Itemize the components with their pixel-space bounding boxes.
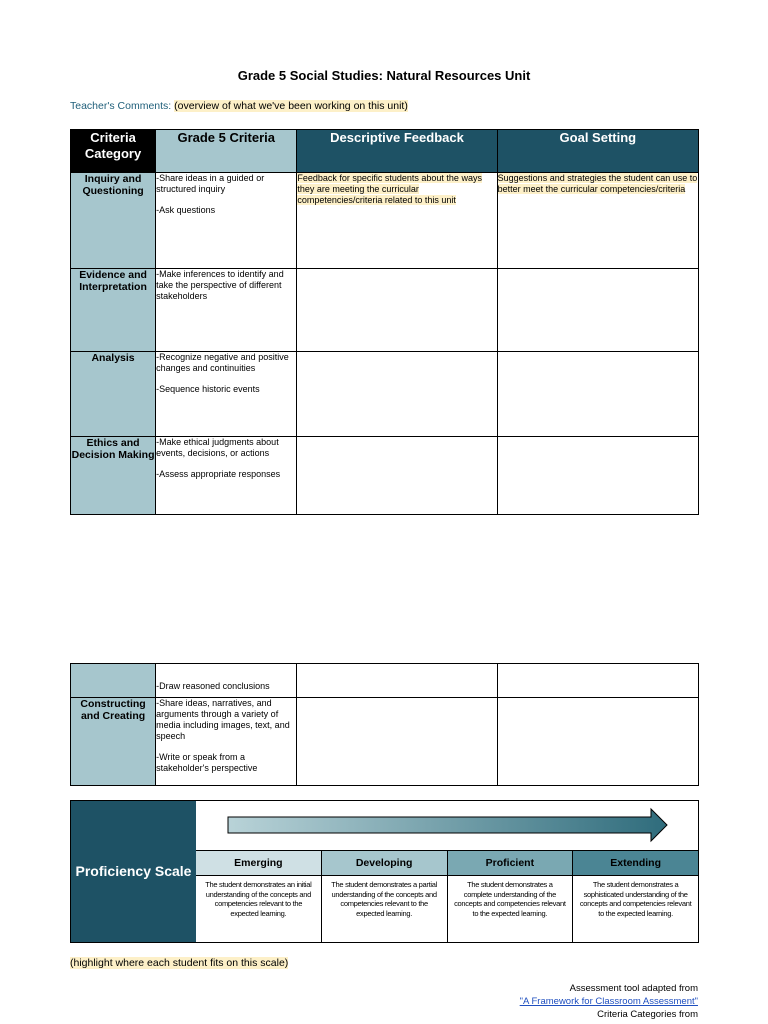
scale-label: Proficiency Scale [71, 801, 196, 942]
goal-cell[interactable] [497, 698, 698, 786]
feedback-hint: Feedback for specific students about the ways they are meeting the curricular competencies/criteria related to this unit [297, 173, 482, 205]
level-extending[interactable]: Extending [573, 851, 698, 875]
table-row [71, 173, 699, 269]
criteria-item: -Write or speak from a stakeholder's perspective [156, 752, 258, 773]
credit-line: Assessment tool adapted from [569, 983, 698, 994]
criteria-item: -Share ideas, narratives, and arguments through a variety of media including images, text, and speech [156, 698, 290, 741]
feedback-cell[interactable] [297, 269, 497, 352]
teacher-comments [70, 100, 408, 112]
criteria-cell [156, 352, 297, 437]
category-cell [71, 664, 156, 698]
highlight-note-text: (highlight where each student fits on this scale) [70, 957, 289, 969]
criteria-cell [156, 698, 297, 786]
criteria-item: -Sequence historic events [156, 384, 260, 394]
criteria-cell [156, 664, 297, 698]
table-row [71, 664, 699, 698]
goal-cell[interactable] [497, 664, 698, 698]
table-row [71, 352, 699, 437]
comments-label: Teacher's Comments: [70, 100, 172, 112]
category-cell: Analysis [71, 352, 156, 437]
category-cell: Inquiry and Questioning [71, 173, 156, 269]
level-description: The student demonstrates a partial understanding of the concepts and competencies relevant to the expected learning. [322, 876, 448, 942]
scale-descriptions [196, 876, 698, 942]
goal-hint: Suggestions and strategies the student can use to better meet the curricular competencies/criteria [497, 173, 698, 194]
table-row [71, 269, 699, 352]
level-description: The student demonstrates a complete understanding of the concepts and competencies relevant to the expected learning. [448, 876, 574, 942]
header-feedback: Descriptive Feedback [297, 130, 497, 173]
criteria-item: -Make ethical judgments about events, decisions, or actions [156, 437, 279, 458]
level-emerging[interactable]: Emerging [196, 851, 322, 875]
highlight-note [70, 957, 288, 969]
comments-placeholder[interactable]: (overview of what we've been working on this unit) [174, 100, 408, 112]
criteria-cell [156, 269, 297, 352]
goal-cell[interactable] [497, 173, 698, 269]
scale-levels [196, 851, 698, 876]
feedback-cell[interactable] [297, 352, 497, 437]
category-cell: Constructing and Creating [71, 698, 156, 786]
header-criteria: Grade 5 Criteria [156, 130, 297, 173]
header-row [71, 130, 699, 173]
feedback-cell[interactable] [297, 173, 497, 269]
goal-cell[interactable] [497, 352, 698, 437]
table-row [71, 698, 699, 786]
rubric-table-continued [70, 663, 699, 786]
proficiency-scale [70, 800, 699, 943]
table-row [71, 437, 699, 515]
goal-cell[interactable] [497, 269, 698, 352]
scale-body [196, 801, 698, 942]
criteria-item: -Recognize negative and positive changes and continuities [156, 352, 289, 373]
credits [520, 982, 698, 1021]
criteria-item: -Assess appropriate responses [156, 469, 281, 479]
level-proficient[interactable]: Proficient [448, 851, 574, 875]
feedback-cell[interactable] [297, 664, 497, 698]
category-cell: Ethics and Decision Making [71, 437, 156, 515]
criteria-item: -Draw reasoned conclusions [156, 681, 270, 691]
credit-line: Criteria Categories from [597, 1009, 698, 1020]
rubric-table [70, 129, 699, 515]
header-goal: Goal Setting [497, 130, 698, 173]
criteria-item: -Make inferences to identify and take the perspective of different stakeholders [156, 269, 284, 301]
level-description: The student demonstrates an initial understanding of the concepts and competencies relevant to the expected learning. [196, 876, 322, 942]
goal-cell[interactable] [497, 437, 698, 515]
feedback-cell[interactable] [297, 698, 497, 786]
criteria-cell [156, 173, 297, 269]
feedback-cell[interactable] [297, 437, 497, 515]
criteria-cell [156, 437, 297, 515]
arrow-area [196, 801, 698, 851]
criteria-item: -Share ideas in a guided or structured inquiry [156, 173, 265, 194]
level-description: The student demonstrates a sophisticated understanding of the concepts and competencies relevant to the expected learning. [579, 880, 692, 918]
header-category: Criteria Category [71, 130, 156, 173]
category-cell: Evidence and Interpretation [71, 269, 156, 352]
criteria-item: -Ask questions [156, 205, 216, 215]
framework-link[interactable]: "A Framework for Classroom Assessment" [519, 996, 698, 1007]
page-title: Grade 5 Social Studies: Natural Resources Unit [237, 68, 531, 83]
progress-arrow-icon [226, 807, 671, 843]
level-developing[interactable]: Developing [322, 851, 448, 875]
